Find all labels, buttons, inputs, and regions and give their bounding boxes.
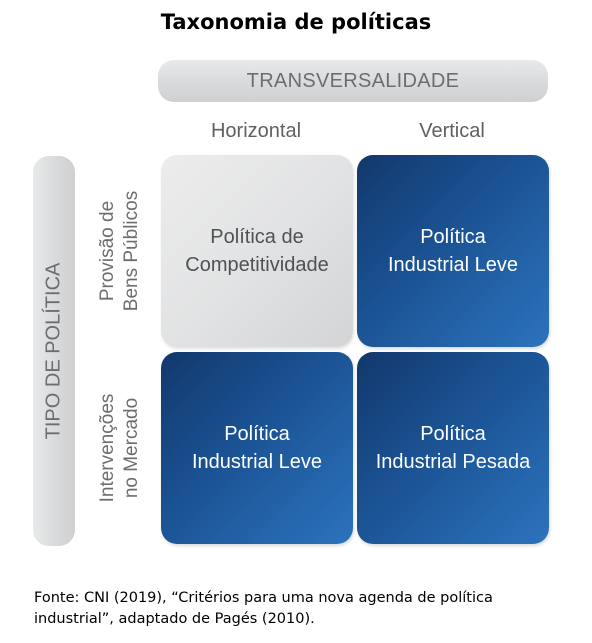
row-header-intervencoes-line2: no Mercado	[121, 397, 142, 499]
transversalidade-axis-band	[158, 60, 548, 102]
cell-line1: Política de	[210, 226, 304, 248]
row-header-provisao-line1: Provisão de	[97, 200, 118, 302]
transversalidade-axis-label: TRANSVERSALIDADE	[246, 69, 460, 92]
cell-politica-industrial-leve-bottom	[161, 352, 353, 544]
diagram-title: Taxonomia de políticas	[160, 10, 432, 34]
source-line2: industrial”, adaptado de Pagés (2010).	[34, 611, 315, 627]
cell-line2: Industrial Pesada	[375, 451, 531, 473]
tipo-de-politica-axis-label: TIPO DE POLÍTICA	[42, 262, 65, 440]
cell-line2: Industrial Leve	[387, 254, 519, 276]
cell-politica-industrial-leve-top	[357, 155, 549, 347]
cell-line1: Política	[224, 423, 290, 445]
column-header-vertical: Vertical	[419, 120, 485, 142]
cell-politica-de-competitividade	[161, 155, 353, 347]
source-line1: Fonte: CNI (2019), “Critérios para uma nova agenda de política	[34, 590, 493, 606]
cell-line2: Industrial Leve	[191, 451, 323, 473]
row-header-provisao-line2: Bens Públicos	[121, 190, 142, 312]
cell-line1: Política	[420, 226, 486, 248]
column-header-horizontal: Horizontal	[210, 120, 302, 142]
cell-line1: Política	[420, 423, 486, 445]
row-header-intervencoes-line1: Intervenções	[97, 393, 118, 503]
cell-politica-industrial-pesada	[357, 352, 549, 544]
source-citation	[34, 588, 574, 630]
cell-line2: Competitividade	[185, 254, 329, 276]
